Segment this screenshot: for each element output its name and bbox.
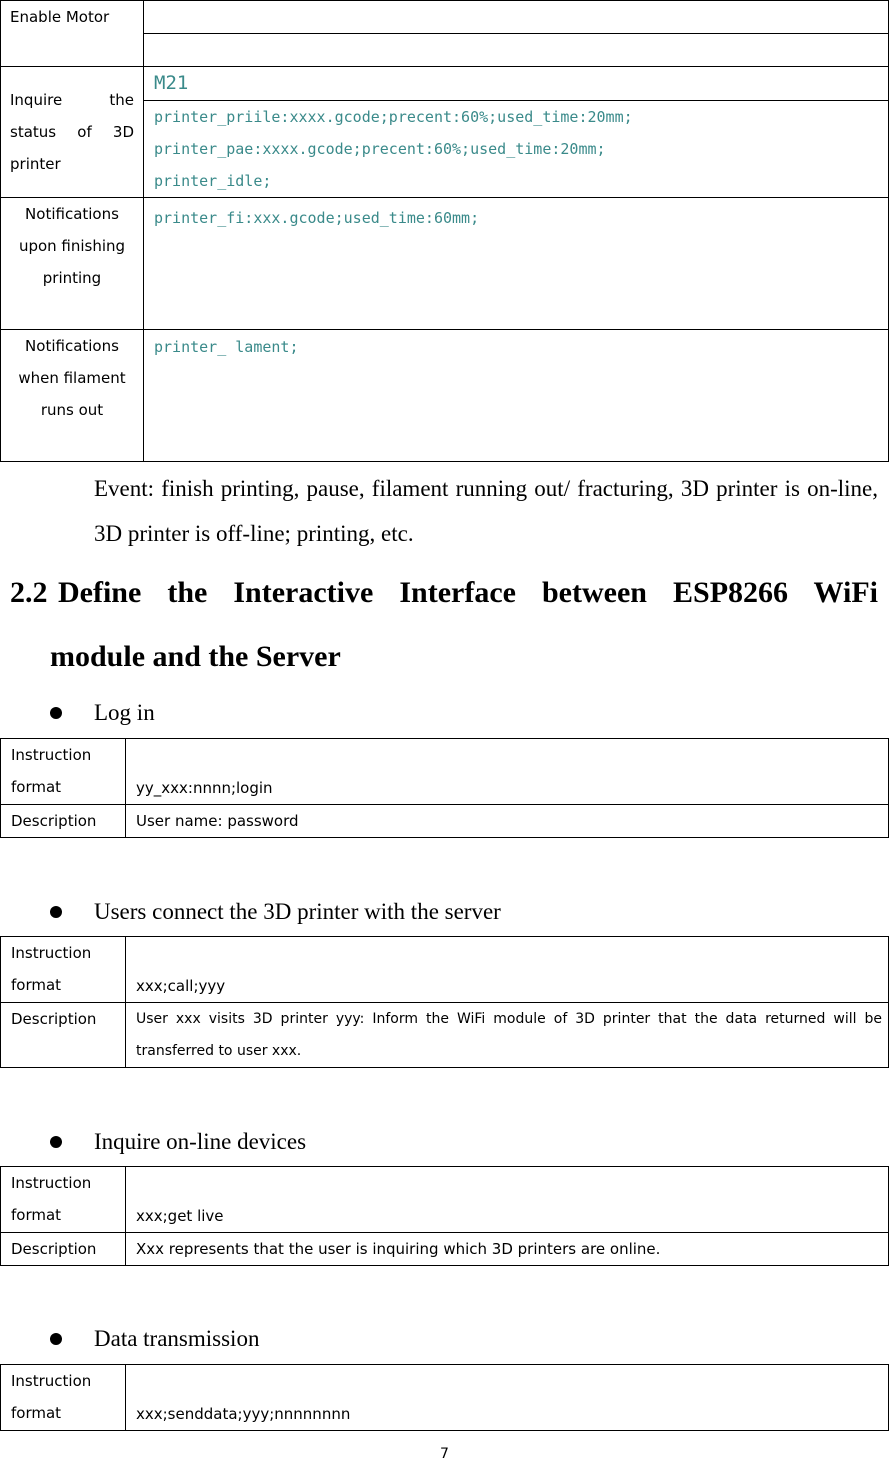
bullet-data-transmission: Data transmission <box>94 1326 260 1351</box>
description-label: Description <box>1 805 126 838</box>
command-m21: M21 <box>144 67 889 101</box>
status-response-printing: printer_priile:xxxx.gcode;precent:60%;used_time:20mm; <box>154 108 633 126</box>
bullet-dot <box>50 707 62 719</box>
page-number: 7 <box>440 1446 449 1462</box>
bullet-dot <box>50 1136 62 1148</box>
row-label-enable-motor: Enable Motor <box>1 1 144 67</box>
online-instruction: xxx;get live <box>126 1167 889 1233</box>
status-response-idle: printer_idle; <box>154 172 272 190</box>
bullet-connect: Users connect the 3D printer with the server <box>94 899 501 924</box>
finish-notification: printer_fi:xxx.gcode;used_time:60mm; <box>144 198 889 330</box>
instruction-format-label: Instruction format <box>1 937 126 1003</box>
section-title-line2: module and the Server <box>50 640 341 673</box>
instruction-format-label: Instruction format <box>1 1365 126 1431</box>
row-label-finish-printing: Notifications upon finishing printing <box>1 198 144 330</box>
connect-table <box>0 936 889 1068</box>
enable-motor-value-2 <box>144 34 889 67</box>
description-label: Description <box>1 1003 126 1068</box>
login-description: User name: password <box>126 805 889 838</box>
bullet-login: Log in <box>94 700 155 725</box>
enable-motor-value-1 <box>144 1 889 34</box>
online-description: Xxx represents that the user is inquiring which 3D printers are online. <box>126 1233 889 1266</box>
row-label-inquire-status <box>1 67 144 198</box>
data-transmission-table <box>0 1364 889 1431</box>
bullet-dot <box>50 906 62 918</box>
row-label-filament-out: Notifications when filament runs out <box>1 330 144 462</box>
connect-description: User xxx visits 3D printer yyy: Inform the WiFi module of 3D printer that the data returned will be transferred to user xxx. <box>126 1003 889 1068</box>
status-table <box>0 0 889 462</box>
login-instruction: yy_xxx:nnnn;login <box>126 739 889 805</box>
bullet-inquire-online: Inquire on-line devices <box>94 1129 307 1154</box>
online-table <box>0 1166 889 1266</box>
section-title-line1: Define the Interactive Interface between ESP8266 WiFi <box>58 576 878 609</box>
bullet-dot <box>50 1333 62 1345</box>
inquire-status-label: Inquire the status of 3D printer <box>10 91 134 173</box>
event-paragraph: Event: finish printing, pause, filament running out/ fracturing, 3D printer is on-line, 3D printer is off-line; printing, etc. <box>94 476 878 546</box>
section-number: 2.2 <box>10 576 48 609</box>
status-response-paused: printer_pae:xxxx.gcode;precent:60%;used_time:20mm; <box>154 140 606 158</box>
instruction-format-label: Instruction format <box>1 739 126 805</box>
description-label: Description <box>1 1233 126 1266</box>
connect-instruction: xxx;call;yyy <box>126 937 889 1003</box>
filament-notification: printer_ lament; <box>144 330 889 462</box>
data-transmission-instruction: xxx;senddata;yyy;nnnnnnnn <box>126 1365 889 1431</box>
status-responses <box>144 101 889 198</box>
login-table <box>0 738 889 838</box>
instruction-format-label: Instruction format <box>1 1167 126 1233</box>
